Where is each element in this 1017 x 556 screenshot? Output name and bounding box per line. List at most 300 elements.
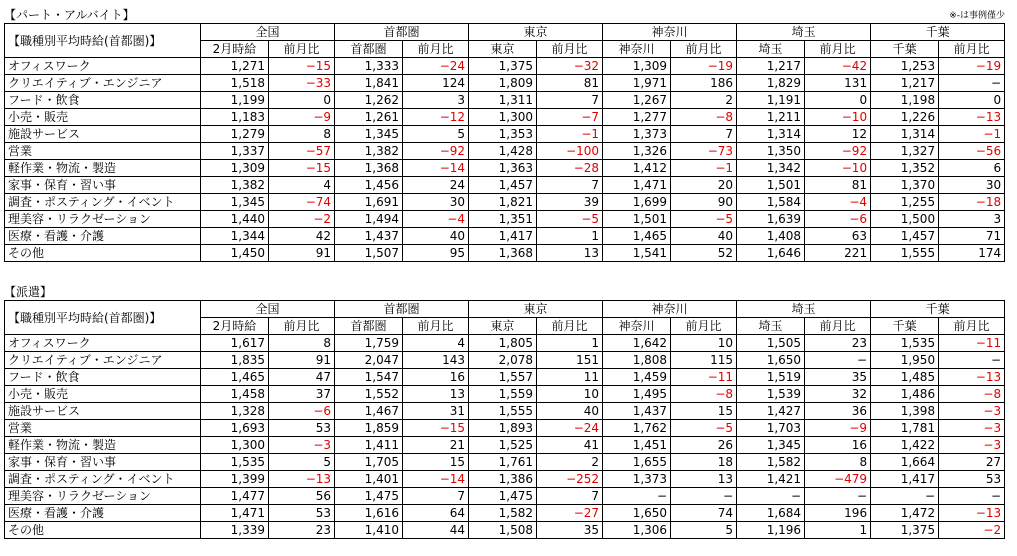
wage-cell: 1,762 <box>603 420 671 437</box>
change-cell: 16 <box>805 437 871 454</box>
wage-cell: 1,300 <box>201 437 269 454</box>
table-row <box>5 454 1005 471</box>
wage-cell: 1,555 <box>871 245 939 262</box>
change-cell: − <box>671 488 737 505</box>
wage-cell: 1,759 <box>335 335 403 352</box>
change-cell: −13 <box>939 505 1005 522</box>
change-cell: 1 <box>537 335 603 352</box>
category-cell: 営業 <box>5 143 201 160</box>
column-header: 前月比 <box>403 41 469 58</box>
wage-cell: 1,309 <box>603 58 671 75</box>
change-cell: 10 <box>671 335 737 352</box>
wage-cell: 1,375 <box>871 522 939 539</box>
change-cell: − <box>939 75 1005 92</box>
change-cell: 7 <box>671 126 737 143</box>
wage-cell: 1,353 <box>469 126 537 143</box>
change-cell: 8 <box>805 454 871 471</box>
wage-cell: 1,450 <box>201 245 269 262</box>
change-cell: −8 <box>939 386 1005 403</box>
change-cell: −15 <box>269 160 335 177</box>
wage-cell: 1,494 <box>335 211 403 228</box>
change-cell: −252 <box>537 471 603 488</box>
wage-cell: 1,373 <box>603 126 671 143</box>
wage-cell: 1,808 <box>603 352 671 369</box>
wage-cell: 1,950 <box>871 352 939 369</box>
table-row <box>5 335 1005 352</box>
table-row <box>5 160 1005 177</box>
table-row <box>5 369 1005 386</box>
change-cell: 42 <box>269 228 335 245</box>
wage-cell: 1,471 <box>603 177 671 194</box>
wage-cell: 1,559 <box>469 386 537 403</box>
change-cell: −56 <box>939 143 1005 160</box>
change-cell: −57 <box>269 143 335 160</box>
wage-cell: 1,541 <box>603 245 671 262</box>
category-cell: 家事・保育・習い事 <box>5 177 201 194</box>
wage-cell: 1,326 <box>603 143 671 160</box>
change-cell: −7 <box>537 109 603 126</box>
change-cell: −11 <box>671 369 737 386</box>
change-cell: 91 <box>269 352 335 369</box>
change-cell: −3 <box>939 420 1005 437</box>
column-header: 前月比 <box>939 318 1005 335</box>
change-cell: 63 <box>805 228 871 245</box>
wage-cell: 1,217 <box>737 58 805 75</box>
change-cell: −92 <box>403 143 469 160</box>
column-header: 首都圏 <box>335 318 403 335</box>
change-cell: −24 <box>537 420 603 437</box>
wage-cell: 1,582 <box>469 505 537 522</box>
wage-cell: 1,457 <box>469 177 537 194</box>
wage-cell: 1,971 <box>603 75 671 92</box>
wage-cell: 1,191 <box>737 92 805 109</box>
wage-cell: 1,217 <box>871 75 939 92</box>
change-cell: 0 <box>939 92 1005 109</box>
column-header: 前月比 <box>671 41 737 58</box>
wage-cell: 1,277 <box>603 109 671 126</box>
category-cell: 医療・看護・介護 <box>5 228 201 245</box>
wage-cell: 1,417 <box>871 471 939 488</box>
region-header: 全国 <box>201 301 335 318</box>
change-cell: 3 <box>403 92 469 109</box>
change-cell: −100 <box>537 143 603 160</box>
region-header: 首都圏 <box>335 301 469 318</box>
table-row <box>5 75 1005 92</box>
change-cell: 221 <box>805 245 871 262</box>
wage-cell: 1,465 <box>201 369 269 386</box>
wage-cell: 1,547 <box>335 369 403 386</box>
category-cell: 小売・販売 <box>5 386 201 403</box>
change-cell: −6 <box>805 211 871 228</box>
region-header: 全国 <box>201 24 335 41</box>
change-cell: −3 <box>939 403 1005 420</box>
change-cell: 53 <box>269 505 335 522</box>
region-header: 埼玉 <box>737 301 871 318</box>
change-cell: 151 <box>537 352 603 369</box>
wage-cell: 1,639 <box>737 211 805 228</box>
change-cell: −5 <box>671 211 737 228</box>
wage-cell: 1,495 <box>603 386 671 403</box>
wage-cell: 1,183 <box>201 109 269 126</box>
change-cell: −74 <box>269 194 335 211</box>
wage-cell: 1,440 <box>201 211 269 228</box>
category-cell: 軽作業・物流・製造 <box>5 437 201 454</box>
wage-cell: 1,664 <box>871 454 939 471</box>
region-header: 首都圏 <box>335 24 469 41</box>
wage-cell: 1,841 <box>335 75 403 92</box>
column-header: 前月比 <box>537 318 603 335</box>
wage-cell: 1,311 <box>469 92 537 109</box>
wage-cell: 1,557 <box>469 369 537 386</box>
wage-cell: 1,693 <box>201 420 269 437</box>
change-cell: −32 <box>537 58 603 75</box>
wage-cell: 1,535 <box>201 454 269 471</box>
table-row <box>5 126 1005 143</box>
change-cell: 143 <box>403 352 469 369</box>
change-cell: −8 <box>671 109 737 126</box>
wage-cell: 1,300 <box>469 109 537 126</box>
change-cell: 15 <box>671 403 737 420</box>
change-cell: 56 <box>269 488 335 505</box>
table-row <box>5 109 1005 126</box>
change-cell: 5 <box>403 126 469 143</box>
table-row <box>5 211 1005 228</box>
wage-cell: 1,399 <box>201 471 269 488</box>
change-cell: −13 <box>939 109 1005 126</box>
wage-cell: 1,345 <box>335 126 403 143</box>
wage-cell: 1,642 <box>603 335 671 352</box>
column-header: 千葉 <box>871 318 939 335</box>
table-row <box>5 386 1005 403</box>
change-cell: 90 <box>671 194 737 211</box>
change-cell: −11 <box>939 335 1005 352</box>
change-cell: 11 <box>537 369 603 386</box>
wage-cell: 1,427 <box>737 403 805 420</box>
column-header: 前月比 <box>537 41 603 58</box>
wage-cell: 1,339 <box>201 522 269 539</box>
wage-cell: 1,337 <box>201 143 269 160</box>
change-cell: 30 <box>939 177 1005 194</box>
wage-cell: 1,646 <box>737 245 805 262</box>
wage-cell: 1,525 <box>469 437 537 454</box>
change-cell: 124 <box>403 75 469 92</box>
change-cell: 7 <box>403 488 469 505</box>
change-cell: 71 <box>939 228 1005 245</box>
change-cell: 7 <box>537 177 603 194</box>
change-cell: −28 <box>537 160 603 177</box>
change-cell: −19 <box>939 58 1005 75</box>
wage-cell: 1,401 <box>335 471 403 488</box>
region-header: 千葉 <box>871 301 1005 318</box>
wage-cell: 1,555 <box>469 403 537 420</box>
wage-cell: 1,467 <box>335 403 403 420</box>
wage-cell: 1,368 <box>335 160 403 177</box>
change-cell: −42 <box>805 58 871 75</box>
table-row <box>5 437 1005 454</box>
category-cell: クリエイティブ・エンジニア <box>5 75 201 92</box>
category-cell: 施設サービス <box>5 126 201 143</box>
change-cell: − <box>805 488 871 505</box>
region-header: 東京 <box>469 301 603 318</box>
change-cell: 5 <box>671 522 737 539</box>
wage-cell: 1,345 <box>737 437 805 454</box>
change-cell: −18 <box>939 194 1005 211</box>
wage-cell: 1,805 <box>469 335 537 352</box>
column-header: 前月比 <box>269 41 335 58</box>
change-cell: −33 <box>269 75 335 92</box>
wage-cell: 1,539 <box>737 386 805 403</box>
category-cell: 施設サービス <box>5 403 201 420</box>
column-header: 埼玉 <box>737 41 805 58</box>
change-cell: 39 <box>537 194 603 211</box>
wage-cell: 1,500 <box>871 211 939 228</box>
change-cell: 24 <box>403 177 469 194</box>
column-header: 前月比 <box>671 318 737 335</box>
category-cell: 家事・保育・習い事 <box>5 454 201 471</box>
table-row <box>5 471 1005 488</box>
change-cell: 7 <box>537 92 603 109</box>
column-header: 埼玉 <box>737 318 805 335</box>
header-row-regions <box>5 24 1005 41</box>
wage-cell: 1,475 <box>335 488 403 505</box>
wage-cell: 1,327 <box>871 143 939 160</box>
category-cell: その他 <box>5 245 201 262</box>
change-cell: 40 <box>537 403 603 420</box>
wage-cell: 2,047 <box>335 352 403 369</box>
category-cell: オフィスワーク <box>5 58 201 75</box>
column-header: 神奈川 <box>603 318 671 335</box>
region-header: 千葉 <box>871 24 1005 41</box>
wage-cell: 1,535 <box>871 335 939 352</box>
change-cell: −19 <box>671 58 737 75</box>
wage-table-part <box>4 23 1005 262</box>
wage-cell: 1,196 <box>737 522 805 539</box>
change-cell: −4 <box>403 211 469 228</box>
wage-table-haken <box>4 300 1005 539</box>
table-row <box>5 352 1005 369</box>
wage-cell: 1,279 <box>201 126 269 143</box>
wage-cell: 1,691 <box>335 194 403 211</box>
change-cell: 31 <box>403 403 469 420</box>
table-corner-label: 【職種別平均時給(首都圏)】 <box>5 301 201 335</box>
wage-cell: 1,382 <box>201 177 269 194</box>
section-title-part: 【パート・アルバイト】 <box>4 8 135 22</box>
change-cell: −3 <box>269 437 335 454</box>
change-cell: −1 <box>939 126 1005 143</box>
wage-cell: 1,342 <box>737 160 805 177</box>
table-row <box>5 505 1005 522</box>
column-header: 千葉 <box>871 41 939 58</box>
column-header: 前月比 <box>805 318 871 335</box>
note-text: ※-は事例僅少 <box>949 11 1005 21</box>
wage-cell: 1,382 <box>335 143 403 160</box>
wage-cell: 1,458 <box>201 386 269 403</box>
wage-cell: 1,261 <box>335 109 403 126</box>
wage-cell: 1,344 <box>201 228 269 245</box>
change-cell: −13 <box>939 369 1005 386</box>
wage-cell: 1,398 <box>871 403 939 420</box>
header-row-regions <box>5 301 1005 318</box>
change-cell: 21 <box>403 437 469 454</box>
table-row <box>5 177 1005 194</box>
change-cell: 41 <box>537 437 603 454</box>
wage-cell: 1,352 <box>871 160 939 177</box>
wage-cell: 1,350 <box>737 143 805 160</box>
category-cell: 医療・看護・介護 <box>5 505 201 522</box>
wage-cell: 1,617 <box>201 335 269 352</box>
change-cell: 1 <box>805 522 871 539</box>
wage-cell: 1,650 <box>737 352 805 369</box>
wage-cell: 1,262 <box>335 92 403 109</box>
column-header: 東京 <box>469 41 537 58</box>
change-cell: 10 <box>537 386 603 403</box>
table-row <box>5 228 1005 245</box>
change-cell: 36 <box>805 403 871 420</box>
wage-cell: 1,501 <box>603 211 671 228</box>
wage-cell: 1,408 <box>737 228 805 245</box>
wage-cell: 1,437 <box>335 228 403 245</box>
wage-cell: 1,705 <box>335 454 403 471</box>
wage-cell: 1,471 <box>201 505 269 522</box>
table-row <box>5 488 1005 505</box>
wage-cell: 1,345 <box>201 194 269 211</box>
wage-cell: 1,507 <box>335 245 403 262</box>
category-cell: 小売・販売 <box>5 109 201 126</box>
category-cell: 理美容・リラクゼーション <box>5 211 201 228</box>
change-cell: 95 <box>403 245 469 262</box>
change-cell: 35 <box>537 522 603 539</box>
change-cell: 47 <box>269 369 335 386</box>
change-cell: 53 <box>269 420 335 437</box>
wage-cell: 1,552 <box>335 386 403 403</box>
change-cell: 7 <box>537 488 603 505</box>
change-cell: 15 <box>403 454 469 471</box>
change-cell: 12 <box>805 126 871 143</box>
category-cell: 理美容・リラクゼーション <box>5 488 201 505</box>
wage-cell: 1,835 <box>201 352 269 369</box>
wage-cell: 1,198 <box>871 92 939 109</box>
column-header: 2月時給 <box>201 41 269 58</box>
change-cell: 40 <box>403 228 469 245</box>
wage-cell: 1,226 <box>871 109 939 126</box>
change-cell: 5 <box>269 454 335 471</box>
wage-cell: 1,829 <box>737 75 805 92</box>
wage-cell: 1,421 <box>737 471 805 488</box>
wage-cell: 1,422 <box>871 437 939 454</box>
wage-cell: 1,199 <box>201 92 269 109</box>
change-cell: 8 <box>269 335 335 352</box>
wage-cell: 1,373 <box>603 471 671 488</box>
change-cell: − <box>939 488 1005 505</box>
change-cell: −10 <box>805 160 871 177</box>
change-cell: 13 <box>537 245 603 262</box>
table-row <box>5 143 1005 160</box>
category-cell: フード・飲食 <box>5 369 201 386</box>
wage-cell: 1,459 <box>603 369 671 386</box>
section-title-haken: 【派遣】 <box>4 285 53 299</box>
wage-cell: 2,078 <box>469 352 537 369</box>
table-row <box>5 522 1005 539</box>
change-cell: −15 <box>269 58 335 75</box>
change-cell: − <box>805 352 871 369</box>
wage-cell: 1,271 <box>201 58 269 75</box>
column-header: 前月比 <box>805 41 871 58</box>
change-cell: 52 <box>671 245 737 262</box>
wage-cell: 1,703 <box>737 420 805 437</box>
change-cell: −13 <box>269 471 335 488</box>
wage-cell: 1,417 <box>469 228 537 245</box>
change-cell: 4 <box>403 335 469 352</box>
change-cell: 2 <box>671 92 737 109</box>
wage-cell: 1,465 <box>603 228 671 245</box>
change-cell: 3 <box>939 211 1005 228</box>
wage-cell: 1,505 <box>737 335 805 352</box>
wage-cell: 1,456 <box>335 177 403 194</box>
wage-cell: 1,650 <box>603 505 671 522</box>
change-cell: −5 <box>537 211 603 228</box>
column-header: 首都圏 <box>335 41 403 58</box>
change-cell: 81 <box>537 75 603 92</box>
table-row <box>5 245 1005 262</box>
wage-cell: 1,859 <box>335 420 403 437</box>
wage-cell: 1,314 <box>871 126 939 143</box>
wage-cell: 1,386 <box>469 471 537 488</box>
wage-cell: 1,306 <box>603 522 671 539</box>
wage-cell: 1,582 <box>737 454 805 471</box>
column-header: 前月比 <box>269 318 335 335</box>
wage-cell: 1,655 <box>603 454 671 471</box>
change-cell: −27 <box>537 505 603 522</box>
change-cell: 44 <box>403 522 469 539</box>
change-cell: 16 <box>403 369 469 386</box>
change-cell: 8 <box>269 126 335 143</box>
wage-cell: 1,457 <box>871 228 939 245</box>
change-cell: 26 <box>671 437 737 454</box>
change-cell: −1 <box>671 160 737 177</box>
wage-cell: 1,363 <box>469 160 537 177</box>
change-cell: 20 <box>671 177 737 194</box>
change-cell: −15 <box>403 420 469 437</box>
wage-cell: 1,485 <box>871 369 939 386</box>
region-header: 埼玉 <box>737 24 871 41</box>
change-cell: −2 <box>939 522 1005 539</box>
change-cell: 74 <box>671 505 737 522</box>
wage-cell: 1,370 <box>871 177 939 194</box>
change-cell: 13 <box>403 386 469 403</box>
change-cell: 40 <box>671 228 737 245</box>
column-header: 前月比 <box>939 41 1005 58</box>
change-cell: 174 <box>939 245 1005 262</box>
wage-cell: 1,428 <box>469 143 537 160</box>
change-cell: 131 <box>805 75 871 92</box>
change-cell: 37 <box>269 386 335 403</box>
wage-cell: 1,616 <box>335 505 403 522</box>
column-header: 前月比 <box>403 318 469 335</box>
change-cell: 91 <box>269 245 335 262</box>
wage-cell: 1,253 <box>871 58 939 75</box>
wage-cell: 1,477 <box>201 488 269 505</box>
wage-cell: 1,451 <box>603 437 671 454</box>
table-row <box>5 92 1005 109</box>
wage-cell: 1,267 <box>603 92 671 109</box>
change-cell: −6 <box>269 403 335 420</box>
category-cell: 調査・ポスティング・イベント <box>5 471 201 488</box>
change-cell: −12 <box>403 109 469 126</box>
change-cell: 0 <box>269 92 335 109</box>
wage-cell: 1,410 <box>335 522 403 539</box>
category-cell: 調査・ポスティング・イベント <box>5 194 201 211</box>
change-cell: 186 <box>671 75 737 92</box>
